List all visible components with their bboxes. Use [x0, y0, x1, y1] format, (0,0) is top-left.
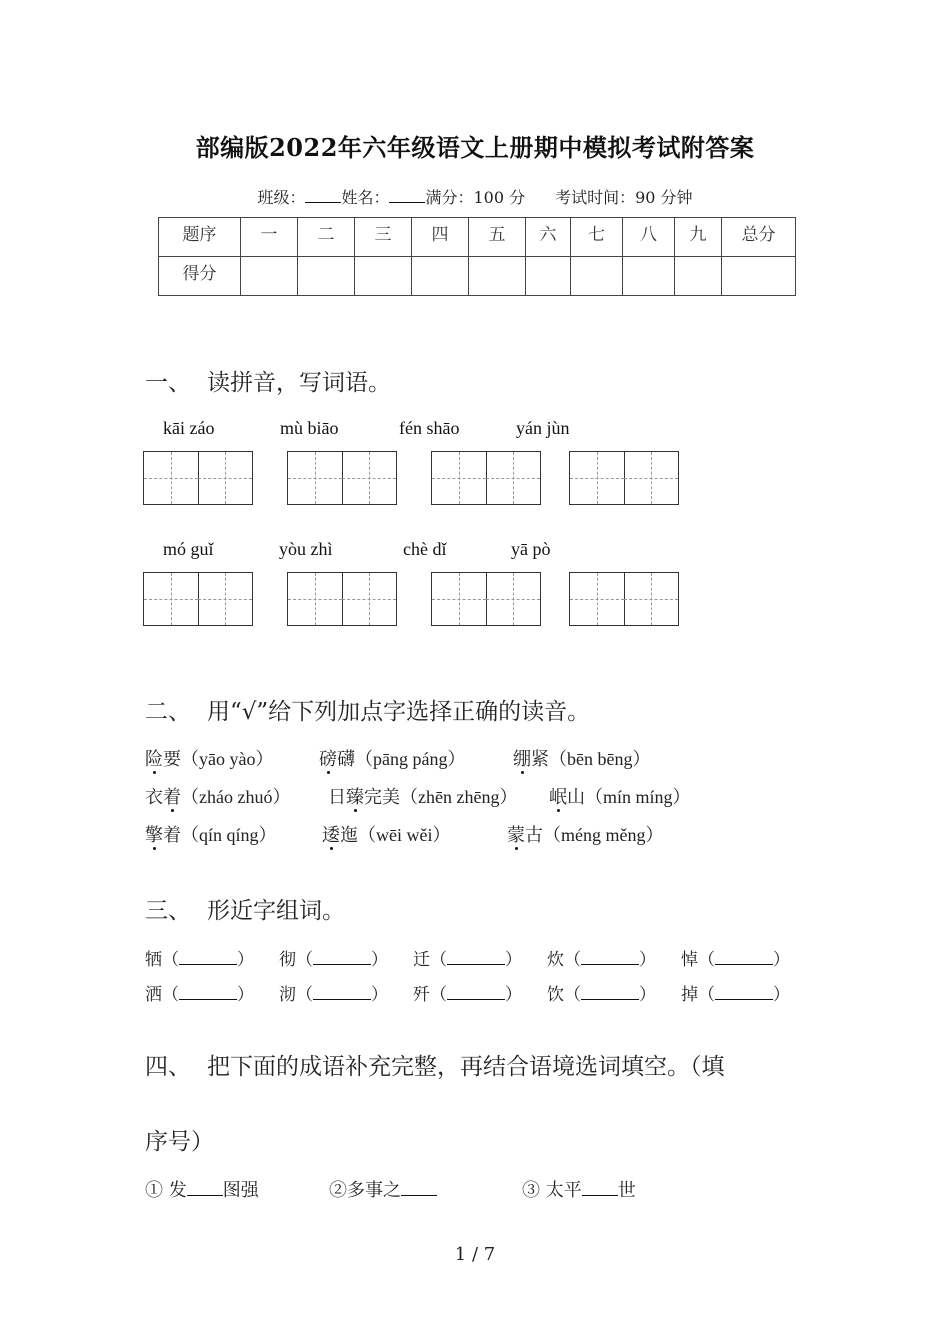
- writing-grid[interactable]: [431, 572, 541, 626]
- section3-number: 三、: [145, 898, 191, 924]
- writing-grid[interactable]: [569, 572, 679, 626]
- section4-number: 四、: [145, 1054, 191, 1080]
- reading-item: 磅礴（pāng páng）: [319, 749, 466, 770]
- section2-heading: [145, 693, 590, 726]
- section4-heading: [145, 1048, 725, 1081]
- char-item[interactable]: 牺（ ）: [145, 950, 254, 970]
- score-cell[interactable]: [675, 257, 722, 296]
- row-label: 得分: [159, 257, 241, 296]
- exam-time: 考试时间：90 分钟: [555, 188, 693, 207]
- writing-grid[interactable]: [569, 451, 679, 505]
- section2-title: 用“√”给下列加点字选择正确的读音。: [207, 699, 591, 725]
- header-cell: 七: [571, 218, 623, 257]
- header-cell: 九: [675, 218, 722, 257]
- section4-title-line2: 序号）: [145, 1129, 214, 1155]
- section3-title: 形近字组词。: [207, 898, 345, 924]
- writing-grid[interactable]: [287, 572, 397, 626]
- writing-grid[interactable]: [287, 451, 397, 505]
- reading-item: 逶迤（wēi wěi）: [322, 825, 451, 846]
- score-cell[interactable]: [241, 257, 298, 296]
- pinyin: fén shāo: [399, 418, 460, 438]
- pinyin: mù biāo: [280, 418, 339, 438]
- header-cell: 五: [469, 218, 526, 257]
- reading-item: 日臻完美（zhēn zhēng）: [328, 787, 518, 808]
- writing-grid[interactable]: [431, 451, 541, 505]
- char-item[interactable]: 掉（ ）: [681, 985, 790, 1005]
- char-item[interactable]: 沏（ ）: [279, 985, 388, 1005]
- char-item[interactable]: 迁（ ）: [413, 950, 522, 970]
- char-item[interactable]: 洒（ ）: [145, 985, 254, 1005]
- reading-item: 险要（yāo yào）: [145, 749, 274, 770]
- page-title: 部编版2022年六年级语文上册期中模拟考试附答案: [195, 133, 755, 162]
- exam-info: [0, 185, 950, 208]
- char-item[interactable]: 炊（ ）: [547, 950, 656, 970]
- section3-heading: [145, 892, 345, 925]
- pinyin: yòu zhì: [279, 539, 333, 559]
- pinyin: yā pò: [511, 539, 551, 559]
- score-cell[interactable]: [355, 257, 412, 296]
- idiom-item[interactable]: ① 发 图强: [145, 1180, 259, 1201]
- class-blank: [305, 188, 341, 203]
- pinyin: yán jùn: [516, 418, 570, 438]
- header-cell: 四: [412, 218, 469, 257]
- score-table-score-row: [159, 257, 796, 296]
- score-table: [158, 217, 796, 296]
- reading-item: 岷山（mín míng）: [549, 787, 691, 808]
- reading-item: 蒙古（méng měng）: [507, 825, 664, 846]
- section1-heading: [145, 364, 391, 397]
- header-cell: 八: [623, 218, 675, 257]
- pinyin: chè dǐ: [403, 539, 447, 559]
- score-cell[interactable]: [526, 257, 571, 296]
- header-cell: 总分: [722, 218, 796, 257]
- section1-title: 读拼音，写词语。: [207, 370, 391, 396]
- char-item[interactable]: 饮（ ）: [547, 985, 656, 1005]
- char-item[interactable]: 悼（ ）: [681, 950, 790, 970]
- header-cell: 二: [298, 218, 355, 257]
- section1-number: 一、: [145, 370, 191, 396]
- name-label: 姓名：: [341, 188, 390, 207]
- score-table-header-row: [159, 218, 796, 257]
- pinyin: kāi záo: [163, 418, 215, 438]
- section4-title-line1: 把下面的成语补充完整，再结合语境选词填空。（填: [207, 1054, 725, 1080]
- class-label: 班级：: [257, 188, 306, 207]
- writing-grid[interactable]: [143, 572, 253, 626]
- writing-grid[interactable]: [143, 451, 253, 505]
- name-blank: [389, 188, 425, 203]
- idiom-item[interactable]: ③ 太平 世: [522, 1180, 636, 1201]
- score-cell[interactable]: [571, 257, 623, 296]
- pinyin: mó guǐ: [163, 539, 214, 559]
- reading-item: 擎着（qín qíng）: [145, 825, 277, 846]
- idiom-item[interactable]: ②多事之: [329, 1176, 437, 1202]
- score-cell[interactable]: [469, 257, 526, 296]
- score-cell[interactable]: [412, 257, 469, 296]
- reading-item: 绷紧（bēn bēng）: [513, 749, 651, 770]
- reading-item: 衣着（zháo zhuó）: [145, 787, 291, 808]
- char-item[interactable]: 歼（ ）: [413, 985, 522, 1005]
- char-item[interactable]: 彻（ ）: [279, 950, 388, 970]
- header-cell: 六: [526, 218, 571, 257]
- full-score: 满分：100 分: [425, 188, 526, 207]
- page-number: 1 / 7: [454, 1244, 496, 1265]
- score-cell[interactable]: [623, 257, 675, 296]
- section2-number: 二、: [145, 699, 191, 725]
- header-cell: 题序: [159, 218, 241, 257]
- header-cell: 三: [355, 218, 412, 257]
- header-cell: 一: [241, 218, 298, 257]
- score-cell[interactable]: [298, 257, 355, 296]
- score-cell[interactable]: [722, 257, 796, 296]
